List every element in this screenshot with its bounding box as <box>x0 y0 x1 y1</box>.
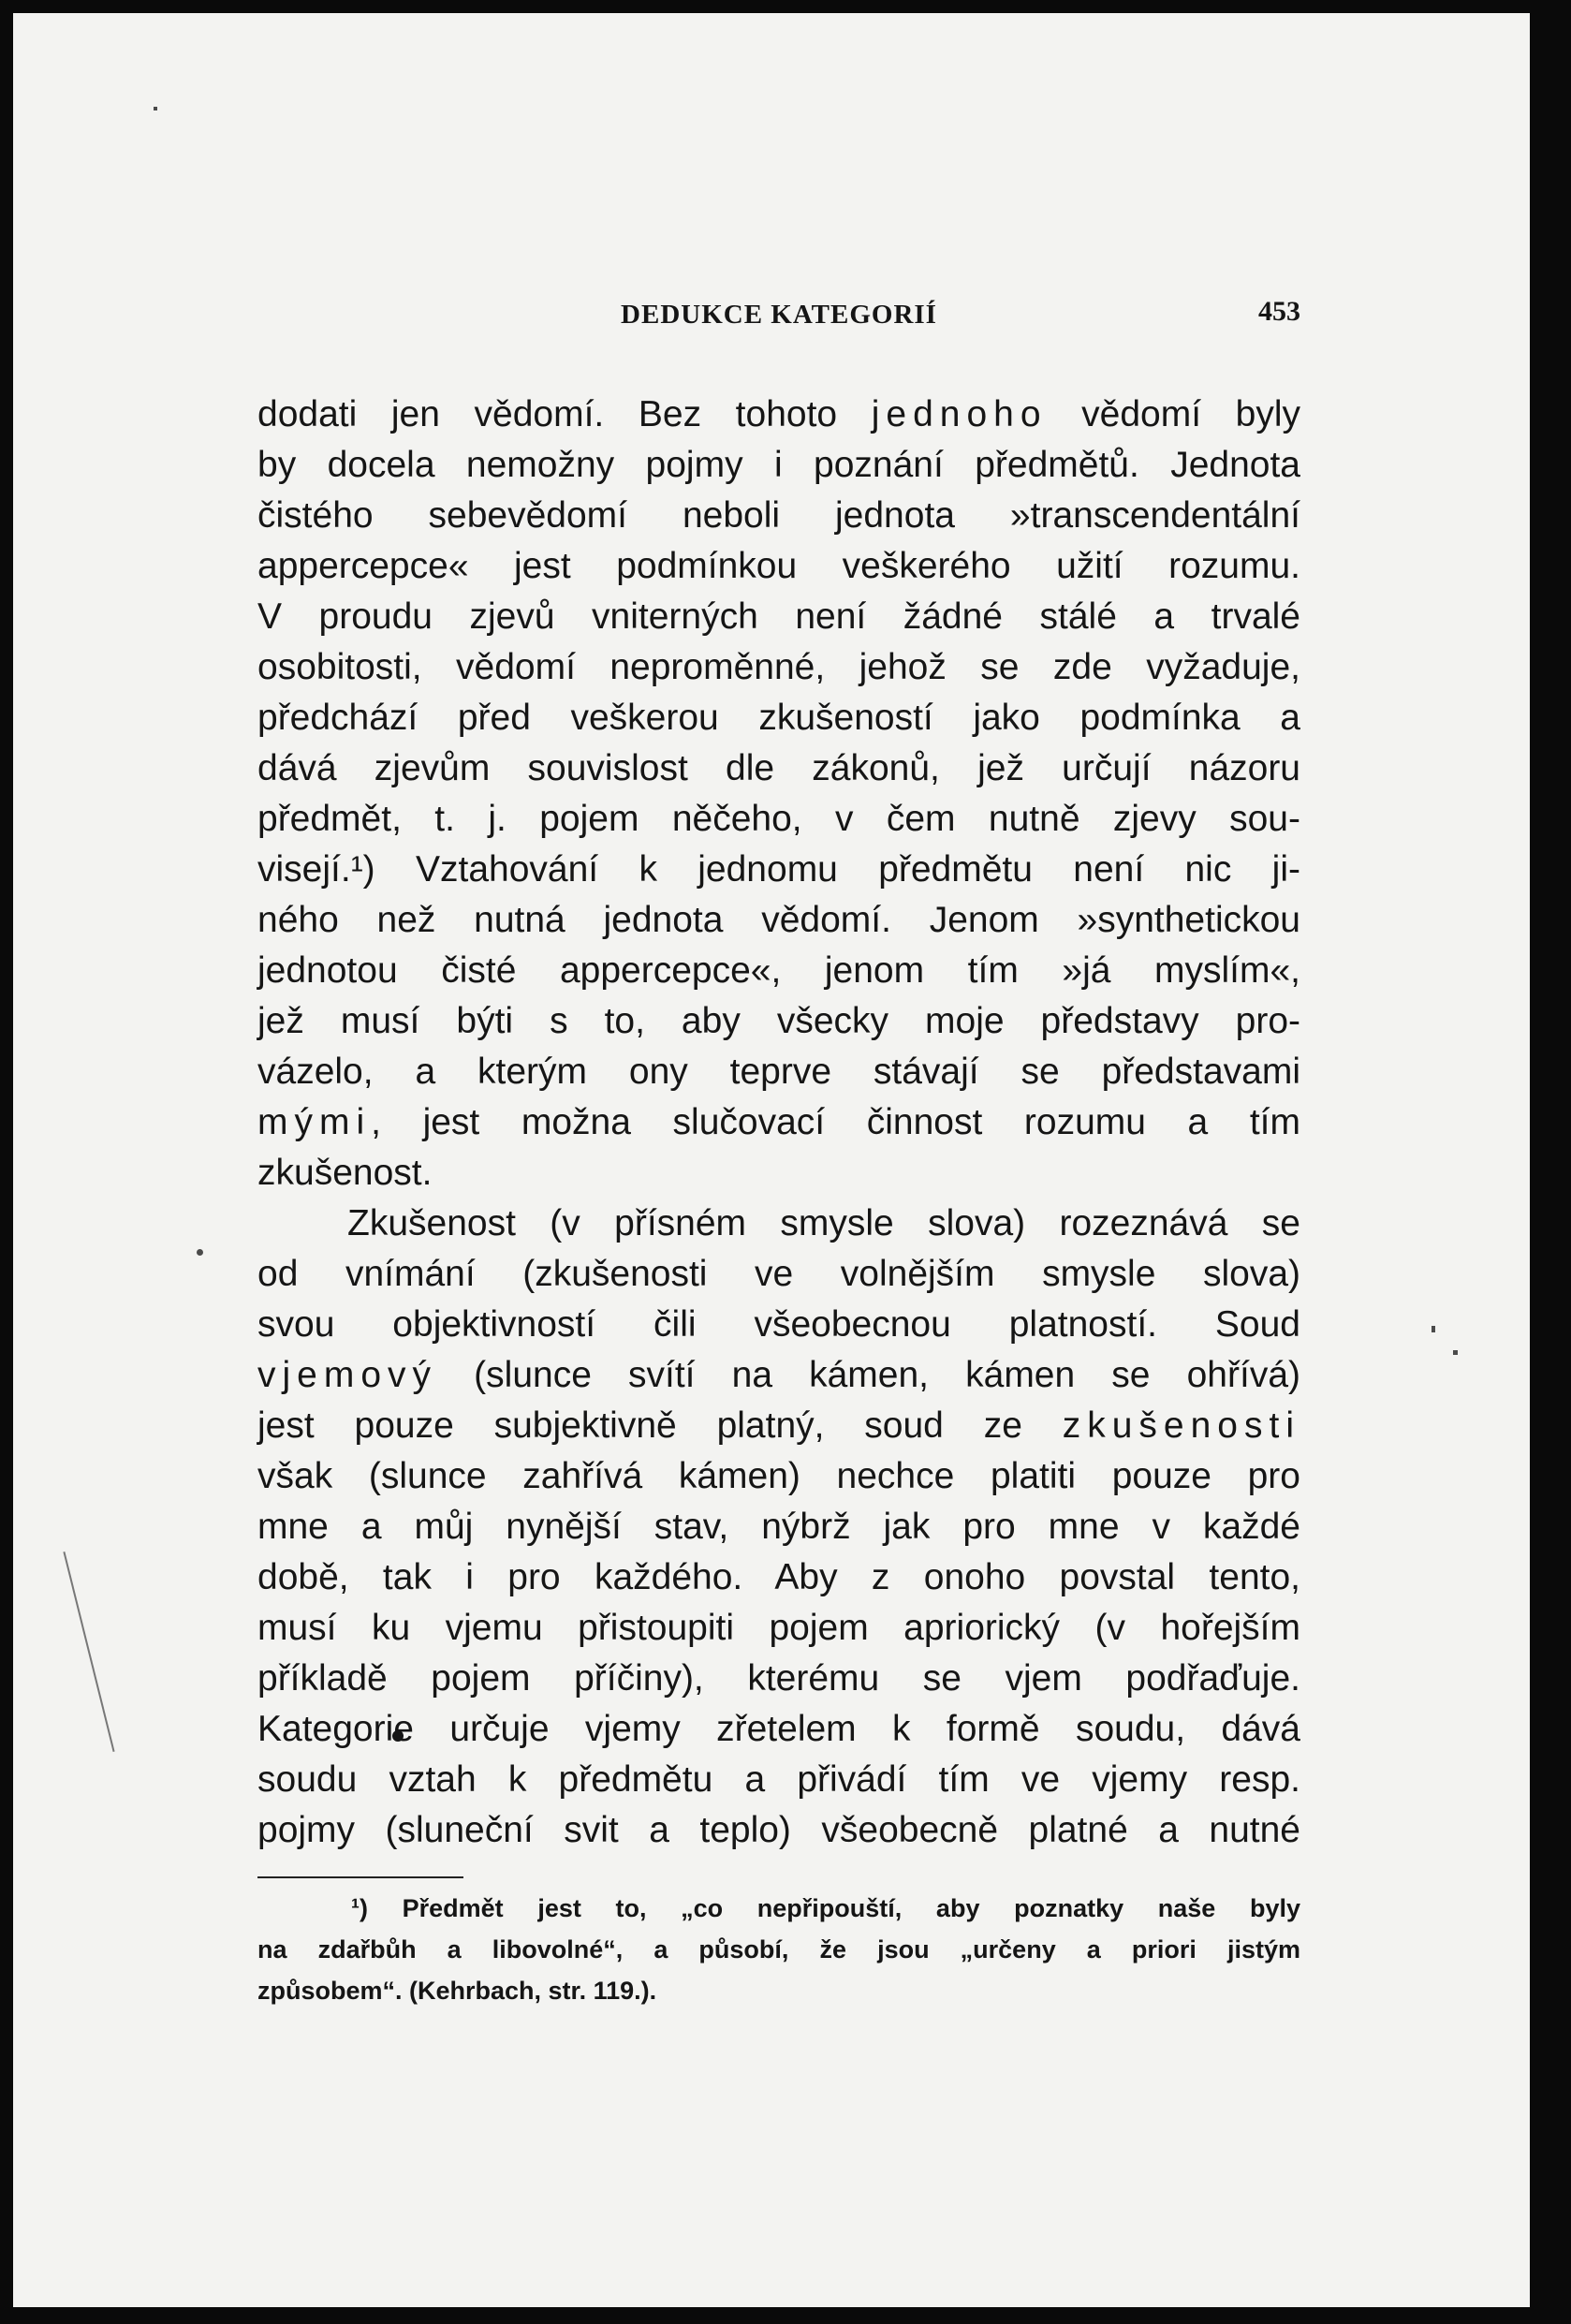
text-line: vjemový (slunce svítí na kámen, kámen se ohřívá) <box>257 1355 1300 1395</box>
text-line: předchází před veškerou zkušeností jako podmínka a <box>257 698 1300 738</box>
text-line: mými, jest možna slučovací činnost rozumu a tím <box>257 1102 1300 1142</box>
scan-speck <box>1453 1350 1458 1355</box>
body-text <box>257 390 1300 1856</box>
scan-speck <box>197 1249 203 1256</box>
page-header <box>257 287 1300 343</box>
scan-speck <box>154 107 157 110</box>
text-line: dává zjevům souvislost dle zákonů, jež určují názoru <box>257 748 1300 788</box>
footnote-divider <box>257 1876 463 1878</box>
spaced-emphasis: vjemový <box>257 1355 438 1395</box>
footnote-line: způsobem“. (Kehrbach, str. 119.). <box>257 1977 657 2005</box>
text-line: by docela nemožny pojmy i poznání předmětů. Jednota <box>257 445 1300 485</box>
text-line: ného než nutná jednota vědomí. Jenom »synthetickou <box>257 900 1300 940</box>
text-line: však (slunce zahřívá kámen) nechce platiti pouze pro <box>257 1456 1300 1496</box>
text-line: příkladě pojem příčiny), kterému se vjem podřaďuje. <box>257 1658 1300 1699</box>
book-page <box>13 13 1530 2307</box>
text-line: vázelo, a kterým ony teprve stávají se představami <box>257 1052 1300 1092</box>
spaced-emphasis: mými <box>257 1102 372 1142</box>
spaced-emphasis: jednoho <box>871 394 1048 434</box>
text-line: osobitosti, vědomí neproměnné, jehož se zde vyžaduje, <box>257 647 1300 687</box>
text-line: jest pouze subjektivně platný, soud ze zkušenosti <box>257 1405 1300 1446</box>
footnote <box>257 1888 1300 2011</box>
scan-line <box>63 1552 114 1752</box>
text-line: jednotou čisté appercepce«, jenom tím »já myslím«, <box>257 950 1300 991</box>
spaced-emphasis: zkušenosti <box>1062 1405 1300 1446</box>
page-number: 453 <box>1258 296 1300 327</box>
text-line: appercepce« jest podmínkou veškerého užití rozumu. <box>257 546 1300 586</box>
text-line: musí ku vjemu přistoupiti pojem apriorický (v hořejším <box>257 1608 1300 1648</box>
text-line: svou objektivností čili všeobecnou platností. Soud <box>257 1304 1300 1345</box>
text-line: visejí.¹) Vztahování k jednomu předmětu není nic ji- <box>257 849 1300 890</box>
text-line: mne a můj nynější stav, nýbrž jak pro mne v každé <box>257 1507 1300 1547</box>
scan-speck <box>1432 1326 1435 1332</box>
text-line: předmět, t. j. pojem něčeho, v čem nutně zjevy sou- <box>257 799 1300 839</box>
running-title: DEDUKCE KATEGORIÍ <box>621 300 937 330</box>
text-line: době, tak i pro každého. Aby z onoho povstal tento, <box>257 1557 1300 1597</box>
text-line: V proudu zjevů vniterných není žádné stálé a trvalé <box>257 596 1300 637</box>
text-line: Zkušenost (v přísném smysle slova) rozeznává se <box>347 1203 1300 1243</box>
text-line: dodati jen vědomí. Bez tohoto jednoho vědomí byly <box>257 394 1300 434</box>
text-line: zkušenost. <box>257 1153 433 1193</box>
text-line: soudu vztah k předmětu a přivádí tím ve vjemy resp. <box>257 1759 1300 1800</box>
footnote-line: ¹) Předmět jest to, „co nepřipouští, aby poznatky naše byly <box>351 1894 1300 1922</box>
text-line: od vnímání (zkušenosti ve volnějším smysle slova) <box>257 1254 1300 1294</box>
footnote-line: na zdařbůh a libovolné“, a působí, že jsou „určeny a priori jistým <box>257 1935 1300 1964</box>
text-line: pojmy (sluneční svit a teplo) všeobecně platné a nutné <box>257 1810 1300 1850</box>
text-line: Kategorie určuje vjemy zřetelem k formě soudu, dává <box>257 1709 1300 1749</box>
text-line: čistého sebevědomí neboli jednota »transcendentální <box>257 495 1300 536</box>
text-line: jež musí býti s to, aby všecky moje představy pro- <box>257 1001 1300 1041</box>
